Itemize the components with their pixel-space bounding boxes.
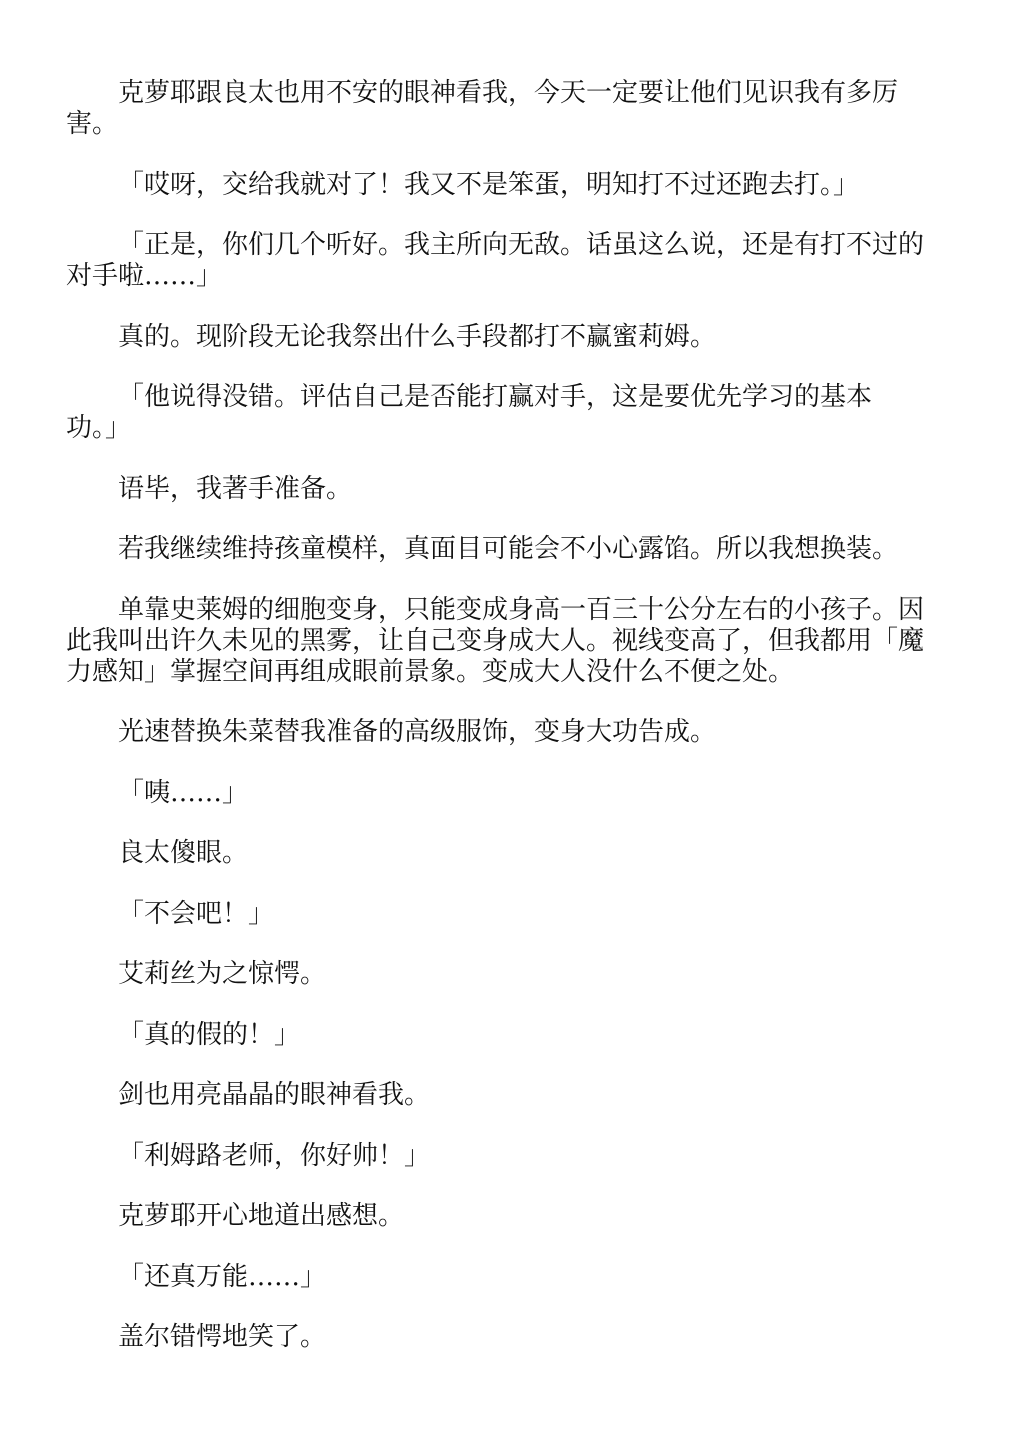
paragraph: 「哎呀，交给我就对了！我又不是笨蛋，明知打不过还跑去打。」 [118, 169, 860, 200]
paragraph: 光速替换朱菜替我准备的高级服饰，变身大功告成。 [118, 717, 717, 747]
paragraph: 单靠史莱姆的细胞变身，只能变成身高一百三十公分左右的小孩子。因此我叫出许久未见的黑雾，让自己变身成大人。视线变高了，但我都用「魔力感知」掌握空间再组成眼前景象。变成大人没什么不便之处。 [66, 594, 925, 687]
paragraph: 克萝耶跟良太也用不安的眼神看我，今天一定要让他们见识我有多厉害。 [66, 78, 899, 139]
paragraph: 良太傻眼。 [118, 838, 249, 868]
paragraph: 「他说得没错。评估自己是否能打赢对手，这是要优先学习的基本功。」 [66, 382, 873, 443]
paragraph: 若我继续维持孩童模样，真面目可能会不小心露馅。所以我想换装。 [118, 534, 899, 564]
paragraph: 语毕，我著手准备。 [118, 473, 353, 504]
paragraph: 克萝耶开心地道出感想。 [118, 1201, 405, 1231]
paragraph: 「正是，你们几个听好。我主所向无敌。话虽这么说，还是有打不过的对手啦……」 [66, 230, 925, 291]
paragraph: 「真的假的！」 [118, 1019, 301, 1050]
paragraph: 「利姆路老师，你好帅！」 [118, 1140, 431, 1171]
paragraph: 「还真万能……」 [118, 1261, 327, 1292]
paragraph: 艾莉丝为之惊愕。 [118, 959, 327, 989]
paragraph: 剑也用亮晶晶的眼神看我。 [118, 1080, 431, 1110]
paragraph: 「不会吧！」 [118, 898, 275, 929]
paragraph: 真的。现阶段无论我祭出什么手段都打不赢蜜莉姆。 [118, 321, 717, 352]
page-text [66, 78, 946, 1383]
paragraph: 「咦……」 [118, 777, 249, 808]
paragraph: 盖尔错愕地笑了。 [118, 1322, 327, 1352]
